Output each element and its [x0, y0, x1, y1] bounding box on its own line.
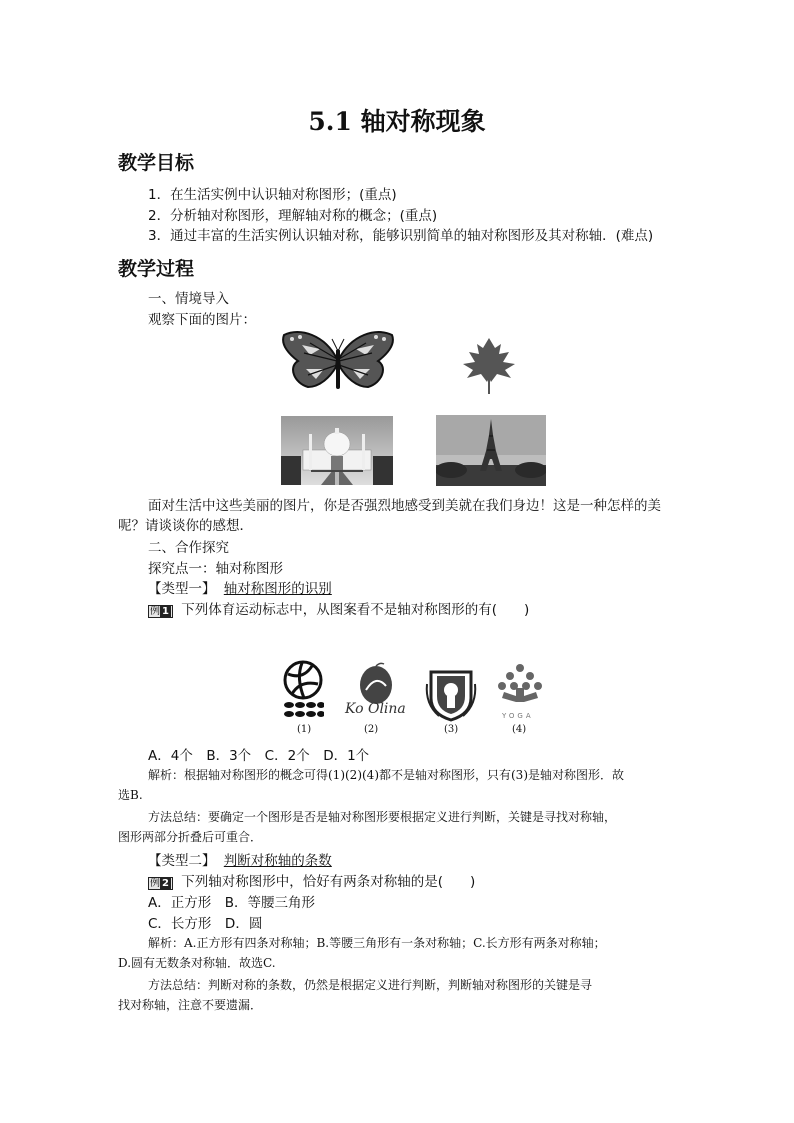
logo-caption-4: (4) [512, 724, 527, 735]
process-heading: 教学过程 [118, 258, 195, 280]
ko-olina-text: Ko Olina [345, 701, 406, 717]
intro-text: 观察下面的图片： [148, 312, 256, 328]
type2-heading [148, 849, 332, 869]
type2-title: 判断对称轴的条数 [223, 853, 332, 869]
yoga-logo [492, 662, 548, 716]
example-badge-2: 例 2 [148, 877, 173, 890]
butterfly-image [280, 329, 396, 399]
type1-heading [148, 577, 332, 597]
type1-title: 轴对称图形的识别 [223, 581, 332, 597]
example-2-analysis-1: 解析：A.正方形有四条对称轴；B.等腰三角形有一条对称轴；C.长方形有两条对称轴； [148, 936, 606, 950]
reflection-line-1: 面对生活中这些美丽的图片，你是否强烈地感受到美就在我们身边！这是一种怎样的美 [148, 498, 661, 514]
goals-heading: 教学目标 [118, 152, 195, 174]
logo-caption-2: (2) [364, 724, 379, 735]
example-2-analysis-2: D.圆有无数条对称轴．故选C. [118, 956, 276, 970]
example-1-method-1: 方法总结：要确定一个图形是否是轴对称图形要根据定义进行判断，关键是寻找对称轴， [148, 810, 617, 824]
intro-heading: 一、情境导入 [148, 291, 229, 307]
logo-caption-1: (1) [297, 724, 312, 735]
type1-label: 【类型一】 [148, 581, 216, 597]
goal-item-3: 3．通过丰富的生活实例认识轴对称，能够识别简单的轴对称图形及其对称轴．(难点) [148, 228, 654, 244]
leaf-image [455, 334, 523, 398]
example-2-options-1: A．正方形 B．等腰三角形 [148, 895, 315, 911]
goal-item-2: 2．分析轴对称图形，理解轴对称的概念；(重点) [148, 208, 438, 224]
explore-heading: 二、合作探究 [148, 540, 229, 556]
example-2-text: 下列轴对称图形中，恰好有两条对称轴的是( ) [181, 874, 476, 890]
example-1-options: A．4个 B．3个 C．2个 D．1个 [148, 748, 370, 764]
example-2-options-2: C．长方形 D．圆 [148, 916, 263, 932]
example-1-text: 下列体育运动标志中，从图案看不是轴对称图形的有( ) [181, 602, 530, 618]
explore-point-1: 探究点一：轴对称图形 [148, 561, 283, 577]
example-2 [148, 870, 475, 890]
example-1-method-2: 图形两部分折叠后可重合． [118, 830, 263, 844]
example-2-method-2: 找对称轴，注意不要遗漏． [118, 998, 263, 1012]
volleyball-logo [282, 660, 324, 722]
eiffel-tower-image [436, 415, 546, 486]
goal-item-1: 1．在生活实例中认识轴对称图形；(重点) [148, 187, 397, 203]
type2-label: 【类型二】 [148, 853, 216, 869]
example-1-analysis-2: 选B. [118, 788, 143, 802]
reflection-line-2: 呢？请谈谈你的感想． [118, 518, 253, 534]
logo-caption-3: (3) [444, 724, 459, 735]
taj-mahal-image [281, 416, 393, 485]
example-1 [148, 598, 529, 618]
example-badge-1: 例 1 [148, 605, 173, 618]
shield-logo [423, 664, 479, 722]
example-2-method-1: 方法总结：判断对称的条数，仍然是根据定义进行判断，判断轴对称图形的关键是寻 [148, 978, 593, 992]
page-title: 5.1 轴对称现象 [308, 107, 486, 136]
example-1-analysis-1: 解析：根据轴对称图形的概念可得(1)(2)(4)都不是轴对称图形，只有(3)是轴对称图形．故 [148, 768, 624, 782]
yoga-text: YOGA [502, 712, 534, 720]
